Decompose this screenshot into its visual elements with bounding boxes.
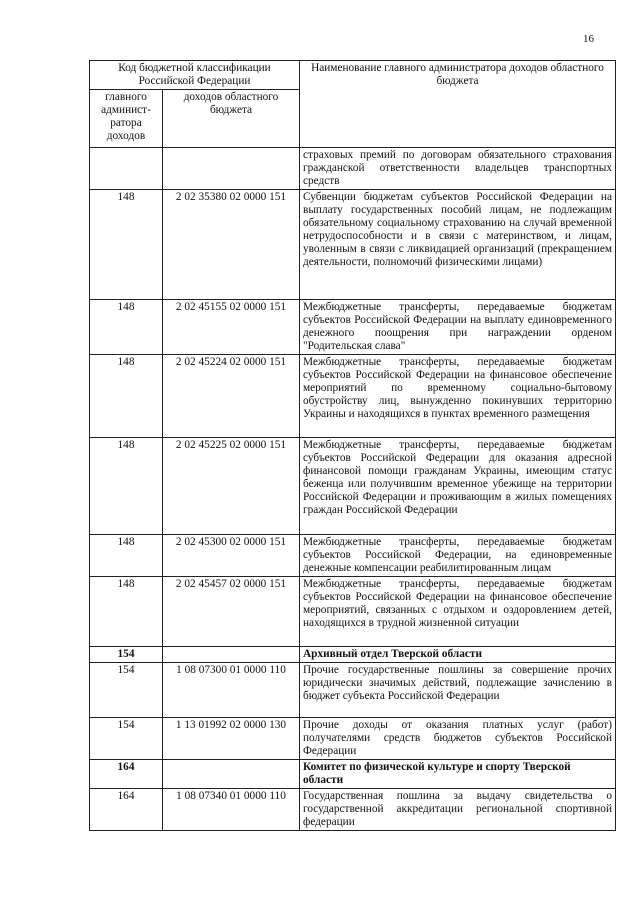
income-name-cell: Архивный отдел Тверской области [300, 647, 616, 663]
admin-code-cell: 148 [90, 535, 163, 577]
admin-code-cell: 164 [90, 760, 163, 789]
income-code-cell [163, 647, 300, 663]
income-code-cell: 2 02 45155 02 0000 151 [163, 300, 300, 355]
table-row [90, 438, 616, 535]
income-code-cell: 2 02 45457 02 0000 151 [163, 577, 300, 647]
income-code-cell [163, 148, 300, 190]
header-admin-code: главного админист-ратора доходов [90, 90, 163, 148]
admin-code-cell [90, 148, 163, 190]
header-income-code: доходов областного бюджета [163, 90, 300, 148]
income-name-cell: Межбюджетные трансферты, передаваемые бюджетам субъектов Российской Федерации на выплату единовременного денежного поощрения при награждении орденом "Родительская слава" [300, 300, 616, 355]
income-code-cell: 1 08 07300 01 0000 110 [163, 663, 300, 718]
income-code-cell: 2 02 45224 02 0000 151 [163, 355, 300, 438]
table-row [90, 663, 616, 718]
admin-code-cell: 164 [90, 789, 163, 831]
income-code-cell [163, 760, 300, 789]
table-row [90, 647, 616, 663]
table-row [90, 577, 616, 647]
table-body [90, 148, 616, 831]
income-name-cell: Государственная пошлина за выдачу свидетельства о государственной аккредитации региональной спортивной федерации [300, 789, 616, 831]
income-code-cell: 2 02 35380 02 0000 151 [163, 190, 300, 300]
table-row [90, 760, 616, 789]
header-classification-group: Код бюджетной классификации Российской Федерации [90, 61, 300, 90]
income-name-cell: Субвенции бюджетам субъектов Российской Федерации на выплату государственных пособий лицам, не подлежащим обязательному социальному страхованию на случай временной нетрудоспособности и в связи с материнством, и лицам, уволенным в связи с ликвидацией организаций (прекращением деятельности, полномочий физическими лицами) [300, 190, 616, 300]
table-row [90, 148, 616, 190]
income-code-cell: 2 02 45300 02 0000 151 [163, 535, 300, 577]
table-row [90, 190, 616, 300]
table-row [90, 535, 616, 577]
income-name-cell: Межбюджетные трансферты, передаваемые бюджетам субъектов Российской Федерации, на единовременные денежные компенсации реабилитированным лицам [300, 535, 616, 577]
income-code-cell: 1 08 07340 01 0000 110 [163, 789, 300, 831]
table-row [90, 789, 616, 831]
income-code-cell: 1 13 01992 02 0000 130 [163, 718, 300, 760]
page-number: 16 [583, 33, 594, 45]
admin-code-cell: 148 [90, 438, 163, 535]
income-name-cell: Межбюджетные трансферты, передаваемые бюджетам субъектов Российской Федерации на финансовое обеспечение мероприятий, связанных с отдыхом и оздоровлением детей, находящихся в трудной жизненной ситуации [300, 577, 616, 647]
header-administrator-name: Наименование главного администратора доходов областного бюджета [300, 61, 616, 148]
income-name-cell: страховых премий по договорам обязательного страхования гражданской ответственности владельцев транспортных средств [300, 148, 616, 190]
admin-code-cell: 148 [90, 577, 163, 647]
admin-code-cell: 148 [90, 300, 163, 355]
admin-code-cell: 154 [90, 718, 163, 760]
income-name-cell: Межбюджетные трансферты, передаваемые бюджетам субъектов Российской Федерации на финансовое обеспечение мероприятий по временному социально-бытовому обустройству лиц, вынужденно покинувших территорию Украины и находящихся в пунктах временного размещения [300, 355, 616, 438]
income-code-cell: 2 02 45225 02 0000 151 [163, 438, 300, 535]
admin-code-cell: 148 [90, 190, 163, 300]
table-row [90, 300, 616, 355]
admin-code-cell: 154 [90, 663, 163, 718]
admin-code-cell: 154 [90, 647, 163, 663]
income-name-cell: Комитет по физической культуре и спорту Тверской области [300, 760, 616, 789]
income-name-cell: Межбюджетные трансферты, передаваемые бюджетам субъектов Российской Федерации для оказания адресной финансовой помощи гражданам Украины, имеющим статус беженца или получившим временное убежище на территории Российской Федерации и проживающим в жилых помещениях граждан Российской Федерации [300, 438, 616, 535]
income-name-cell: Прочие государственные пошлины за совершение прочих юридически значимых действий, подлежащие зачислению в бюджет субъекта Российской Федерации [300, 663, 616, 718]
admin-code-cell: 148 [90, 355, 163, 438]
income-name-cell: Прочие доходы от оказания платных услуг (работ) получателями средств бюджетов субъектов Российской Федерации [300, 718, 616, 760]
table-row [90, 355, 616, 438]
budget-classification-table [89, 60, 616, 831]
table-row [90, 718, 616, 760]
